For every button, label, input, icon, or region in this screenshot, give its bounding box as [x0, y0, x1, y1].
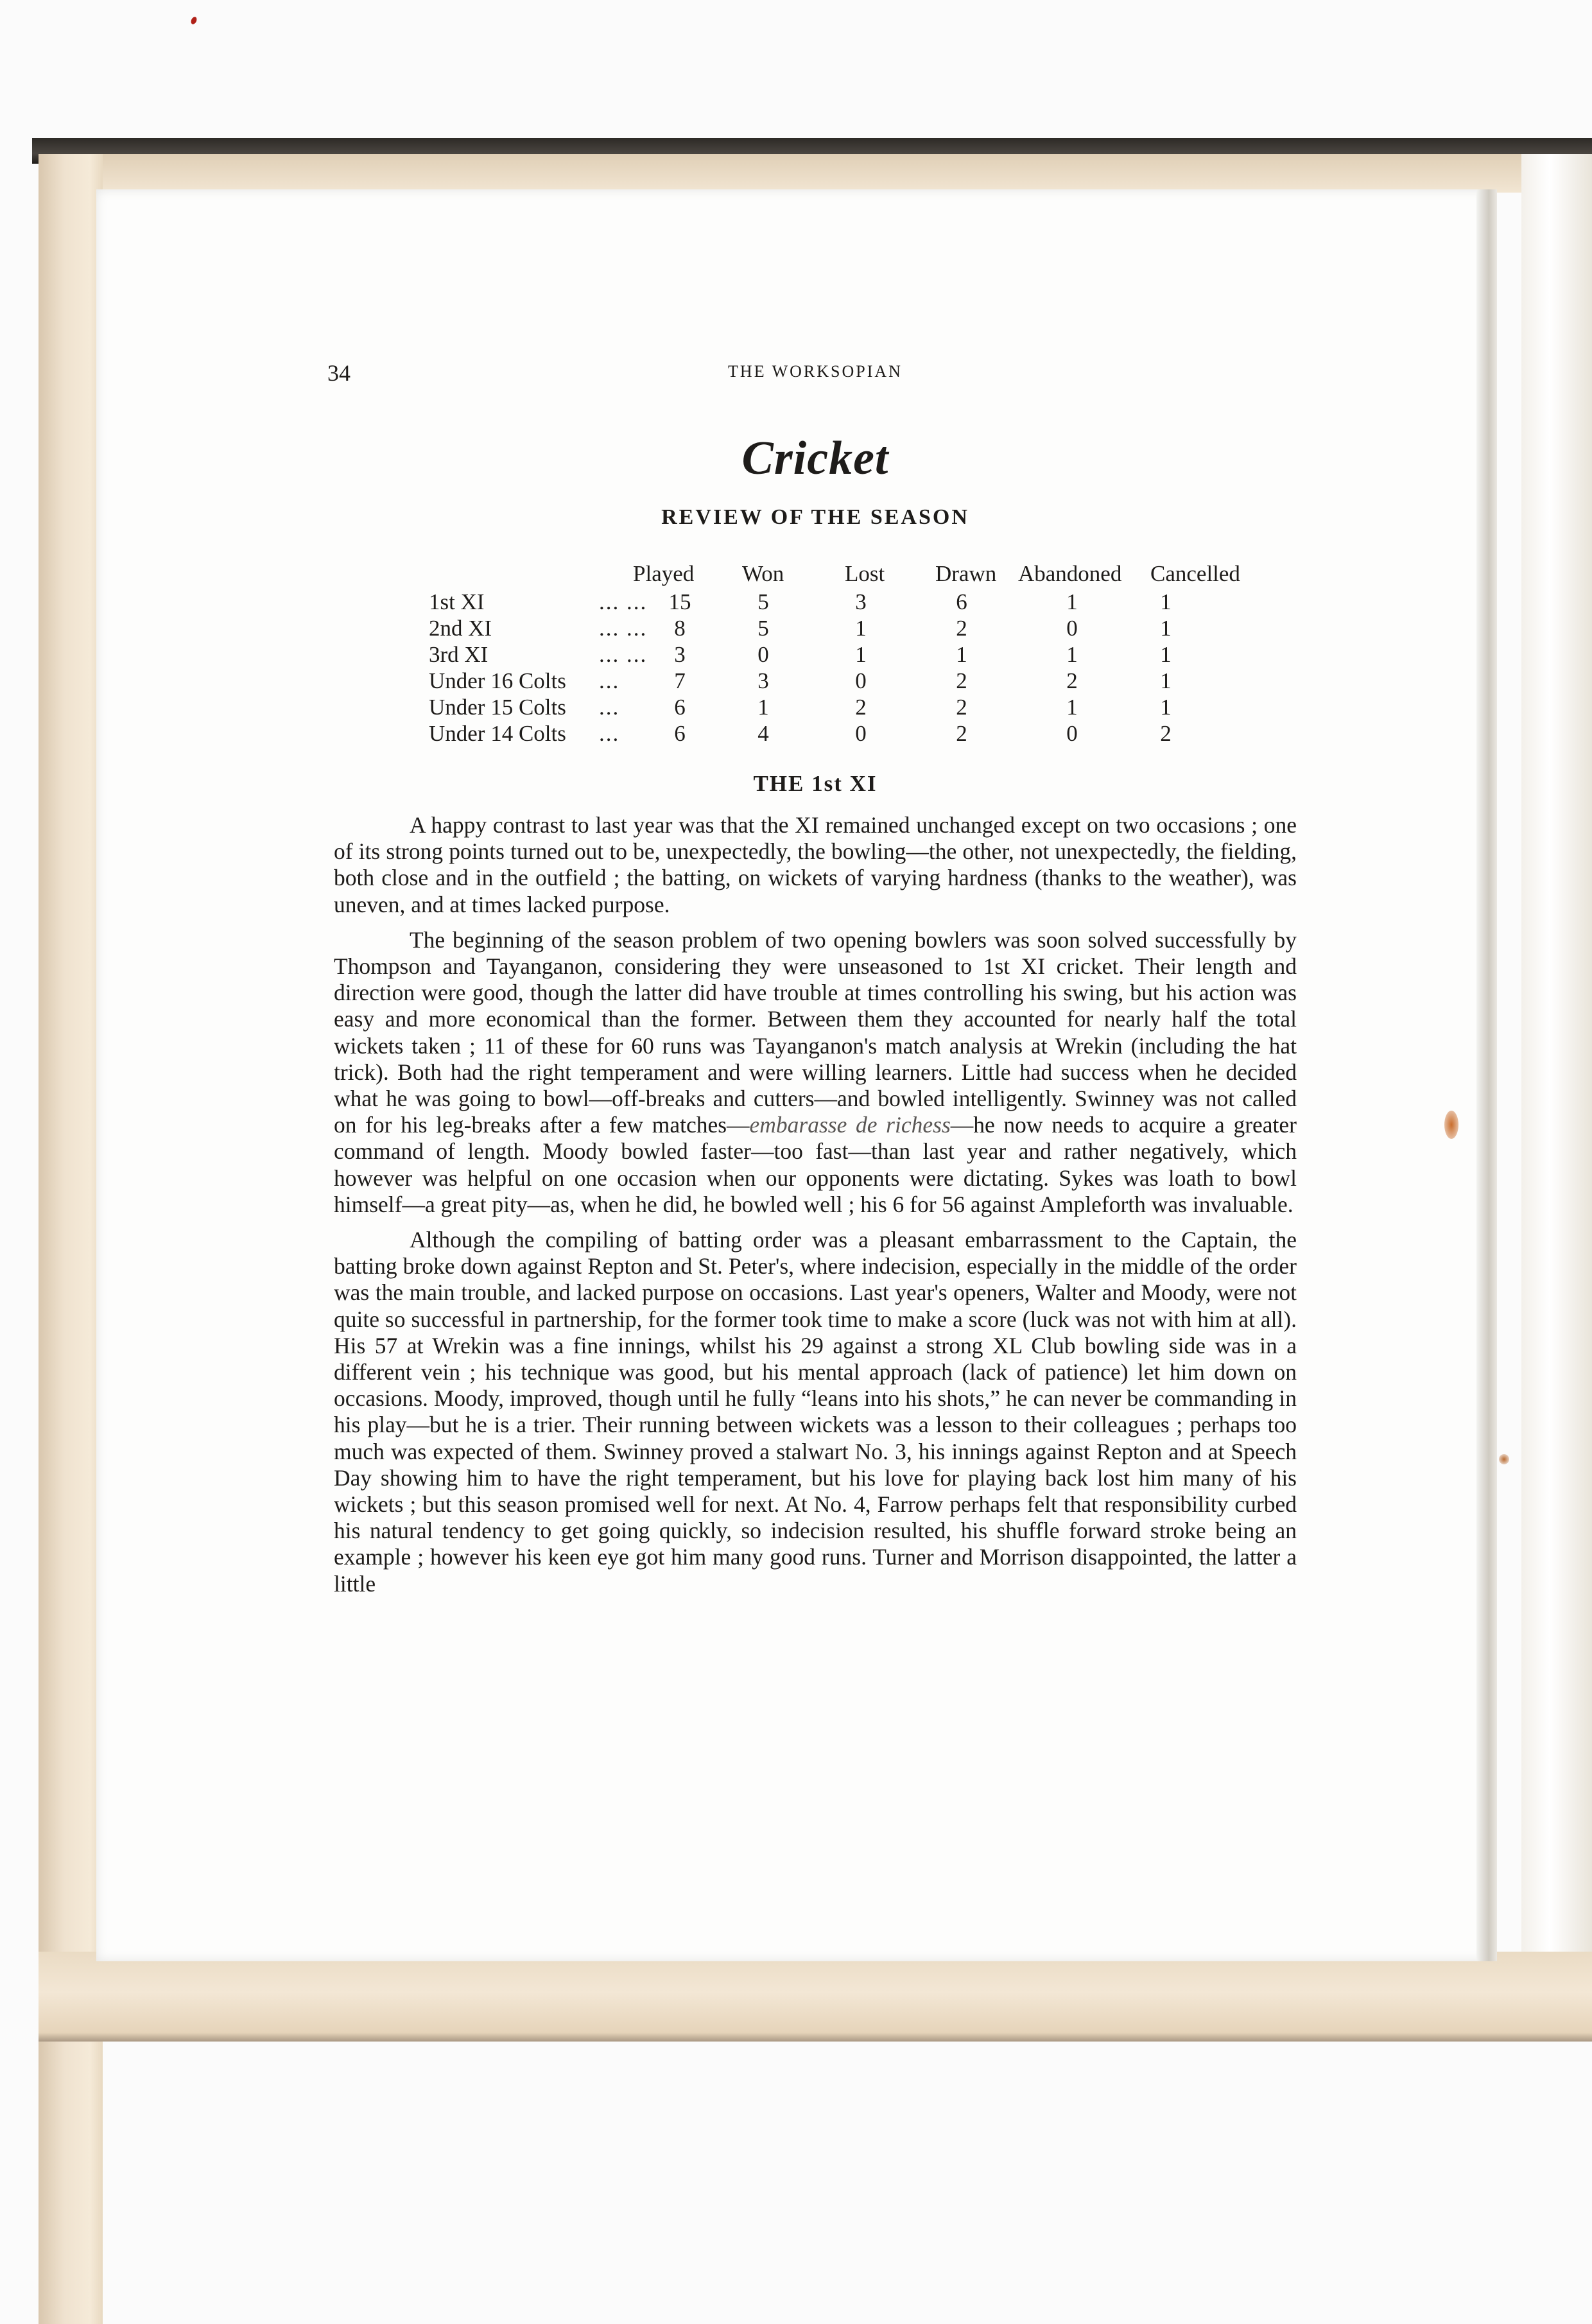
season-results-table	[429, 560, 1283, 747]
page-content	[327, 360, 1297, 1606]
drawn-value: 1	[956, 642, 967, 667]
won-value: 5	[757, 616, 769, 641]
col-header-won: Won	[742, 561, 784, 586]
cancelled-value: 1	[1160, 668, 1172, 693]
cancelled-value: 2	[1160, 721, 1172, 746]
page-number: 34	[327, 360, 350, 386]
book-cover-top	[39, 154, 1592, 193]
article-subtitle: REVIEW OF THE SEASON	[661, 505, 969, 529]
section-title: THE 1st XI	[753, 771, 878, 796]
played-value: 6	[674, 695, 686, 720]
paragraph: Although the compiling of batting order was a pleasant embarrassment to the Captain, the batting broke down against Repton and St. Peter's, where indecision, especially in the middle of the order was the main trouble, and lacked purpose on occasions. Last year's openers, Walter and Moody, were not quite so successful in partnership, for the former took time to make a score (luck was not with him at all). His 57 at Wrekin was a fine innings, whilst his 29 against a strong XL Club bowling side was in a different vein ; his technique was good, but his mental approach (lack of patience) let him down on occasions. Moody, improved, though until he fully “leans into his shots,” he can never be commanding in his play—but he is a trier. Their running between wickets was a lesson to their colleagues ; perhaps too much was expected of them. Swinney proved a stalwart No. 3, his innings against Repton and at Speech Day showing him to have the right temperament, but his love for playing back lost him many of his wickets ; but this season promised well for next. At No. 4, Farrow perhaps felt that responsibility curbed his natural tendency to get going quickly, so indecision resulted, his shuffle forward stroke being an example ; however his keen eye got him many good runs. Turner and Morrison disappointed, the latter a little	[334, 1227, 1297, 1597]
col-header-cancelled: Cancelled	[1150, 561, 1240, 586]
cancelled-value: 1	[1160, 589, 1172, 614]
running-head	[327, 360, 1297, 392]
lost-value: 1	[855, 616, 867, 641]
foxing-stain	[1499, 1454, 1509, 1464]
team-name: Under 16 Colts	[429, 668, 566, 693]
cancelled-value: 1	[1160, 695, 1172, 720]
foxing-stain	[1444, 1111, 1458, 1139]
won-value: 5	[757, 589, 769, 614]
drawn-value: 2	[956, 695, 967, 720]
won-value: 4	[757, 721, 769, 746]
italic-phrase: embarasse de richess	[749, 1112, 951, 1138]
paragraph-text: The beginning of the season problem of two opening bowlers was soon solved successfully by Thompson and Tayanganon, considering they were unseasoned to 1st XI cricket. Their length and direction were good, though the latter did have trouble at times controlling his swing, but his action was easy and more economical than the former. Between them they accounted for nearly half the total wickets taken ; 11 of these for 60 runs was Tayanganon's match analysis at Wrekin (including the hat trick). Both had the right temperament and were willing learners. Little had success when he decided what he was going to bowl—off-breaks and cutters—and bowled intelligently. Swinney was not called on for his leg-breaks after a few matches—	[334, 926, 1297, 1138]
paragraph-text: —he now needs to acquire a greater command of length. Moody bowled faster—too fast—than last year and rather negatively, which however was helpful on one occasion when our opponents were dictating. Sykes was loath to bowl himself—a great pity—as, when he did, he bowled well ; his 6 for 56 against Ampleforth was invaluable.	[334, 1112, 1297, 1217]
abandoned-value: 1	[1066, 589, 1078, 614]
col-header-drawn: Drawn	[935, 561, 997, 586]
leader-dots: ... ...	[599, 642, 648, 667]
leader-dots: ...	[599, 721, 620, 746]
book-cover-bottom	[39, 1952, 1592, 2042]
played-value: 8	[674, 616, 686, 641]
leader-dots: ...	[599, 668, 620, 693]
book-next-page-edge	[1521, 154, 1592, 2042]
cancelled-value: 1	[1160, 642, 1172, 667]
lost-value: 0	[855, 721, 867, 746]
paragraph: A happy contrast to last year was that the XI remained unchanged except on two occasions ; one of its strong points turned out to be, unexpectedly, the bowling—the other, not unexpectedly, the fielding, both close and in the outfield ; the batting, on wickets of varying hardness (thanks to the weather), was uneven, and at times lacked purpose.	[334, 812, 1297, 917]
table-row	[429, 668, 1283, 694]
team-name: 3rd XI	[429, 642, 489, 667]
drawn-value: 2	[956, 616, 967, 641]
drawn-value: 2	[956, 721, 967, 746]
played-value: 3	[674, 642, 686, 667]
table-row	[429, 615, 1283, 641]
table-row	[429, 641, 1283, 668]
won-value: 3	[757, 668, 769, 693]
abandoned-value: 1	[1066, 695, 1078, 720]
journal-title: THE WORKSOPIAN	[728, 362, 903, 381]
lost-value: 0	[855, 668, 867, 693]
col-header-lost: Lost	[845, 561, 885, 586]
table-row	[429, 694, 1283, 720]
lost-value: 2	[855, 695, 867, 720]
article-body	[334, 812, 1297, 1597]
abandoned-value: 2	[1066, 668, 1078, 693]
played-value: 7	[674, 668, 686, 693]
played-value: 15	[668, 589, 691, 614]
lost-value: 1	[855, 642, 867, 667]
table-row	[429, 589, 1283, 615]
won-value: 1	[757, 695, 769, 720]
leader-dots: ...	[599, 695, 620, 720]
abandoned-value: 0	[1066, 721, 1078, 746]
won-value: 0	[757, 642, 769, 667]
article-title: Cricket	[741, 432, 889, 485]
drawn-value: 2	[956, 668, 967, 693]
abandoned-value: 0	[1066, 616, 1078, 641]
table-row	[429, 720, 1283, 747]
col-header-abandoned: Abandoned	[1018, 561, 1122, 586]
played-value: 6	[674, 721, 686, 746]
col-header-played: Played	[633, 561, 695, 586]
drawn-value: 6	[956, 589, 967, 614]
team-name: Under 14 Colts	[429, 721, 566, 746]
team-name: Under 15 Colts	[429, 695, 566, 720]
page-gutter	[1476, 189, 1497, 1961]
abandoned-value: 1	[1066, 642, 1078, 667]
ink-spot	[190, 16, 198, 25]
cancelled-value: 1	[1160, 616, 1172, 641]
leader-dots: ... ...	[599, 589, 648, 614]
lost-value: 3	[855, 589, 867, 614]
team-name: 2nd XI	[429, 616, 492, 641]
leader-dots: ... ...	[599, 616, 648, 641]
paragraph	[334, 927, 1297, 1218]
table-header	[429, 560, 1283, 589]
team-name: 1st XI	[429, 589, 485, 614]
